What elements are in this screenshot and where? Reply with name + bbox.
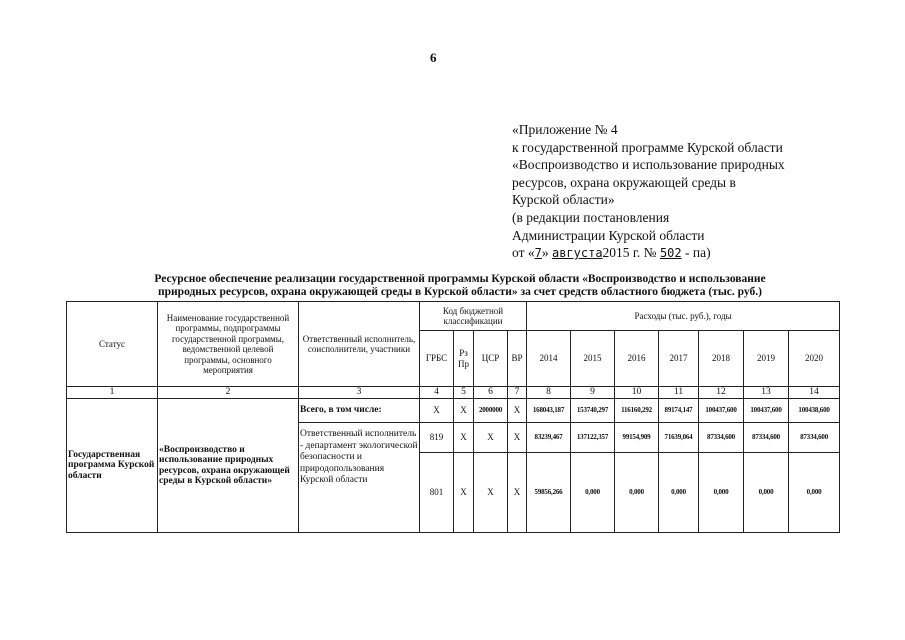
page-number: 6	[430, 50, 437, 65]
table-row: Государственная программа Курской области «Воспроизводство и использование природных ресурсов, охрана окружающей среды в Курской области» Всего, в том числе: Х Х 2000000 Х 168043,187 153740,297 116160,292 89174,147 100437,600 100437,600 100438,600	[67, 399, 840, 423]
header-grbs: ГРБС	[420, 331, 454, 387]
year-2019: 2019	[744, 331, 789, 387]
decree-number: 502	[659, 246, 682, 261]
year-2018: 2018	[699, 331, 744, 387]
header-rzpr: Рз Пр	[454, 331, 474, 387]
appendix-date-line: от «7» августа2015 г. № 502 - па)	[512, 245, 711, 261]
header-name: Наименование государственной программы, подпрограммы государственной программы, ведомственной целевой программы, основного мероприятия	[158, 302, 299, 387]
year-2017: 2017	[659, 331, 699, 387]
program-status: Государственная программа Курской области	[67, 399, 158, 533]
year-2020: 2020	[789, 331, 840, 387]
column-number-row: 1 2 3 4 5 6 7 8 9 10 11 12 13 14	[67, 387, 840, 399]
header-status: Статус	[67, 302, 158, 387]
appendix-line: Курской области»	[512, 192, 615, 208]
table-row: Ответственный исполнитель - департамент экологической безопасности и природопользования Курской области 819 Х Х Х 83239,467 137122,357 99154,909 71639,064 87334,600 87334,600 87334,600	[67, 423, 840, 453]
decree-month: августа	[551, 246, 603, 261]
header-row	[67, 302, 840, 331]
header-budget-code: Код бюджетной классификации	[420, 302, 527, 331]
appendix-block	[512, 121, 785, 263]
appendix-line: (в редакции постановления	[512, 209, 670, 225]
table-row: 801 Х Х Х 59856,266 0,000 0,000 0,000 0,000 0,000 0,000	[67, 453, 840, 533]
table-title: Ресурсное обеспечение реализации государственной программы Курской области «Воспроизводство и использование природных ресурсов, охрана окружающей среды в Курской области» за счет средств областного бюджета (тыс. руб.)	[154, 273, 766, 298]
header-vr: ВР	[508, 331, 527, 387]
appendix-line: к государственной программе Курской области	[512, 139, 783, 155]
executor-total: Всего, в том числе:	[299, 399, 420, 423]
header-executor: Ответственный исполнитель, соисполнители, участники	[299, 302, 420, 387]
program-name: «Воспроизводство и использование природных ресурсов, охрана окружающей среды в Курской области»	[158, 399, 299, 533]
year-2014: 2014	[527, 331, 571, 387]
appendix-line: «Приложение № 4	[512, 122, 618, 137]
year-2016: 2016	[615, 331, 659, 387]
year-2015: 2015	[571, 331, 615, 387]
executor-department: Ответственный исполнитель - департамент экологической безопасности и природопользования Курской области	[299, 423, 420, 533]
header-expenses: Расходы (тыс. руб.), годы	[527, 302, 840, 331]
appendix-line: «Воспроизводство и использование природных	[512, 157, 785, 173]
resource-table	[66, 301, 840, 533]
appendix-line: Администрации Курской области	[512, 227, 705, 243]
header-csr: ЦСР	[474, 331, 508, 387]
appendix-line: ресурсов, охрана окружающей среды в	[512, 174, 736, 190]
decree-day: 7	[534, 246, 542, 261]
